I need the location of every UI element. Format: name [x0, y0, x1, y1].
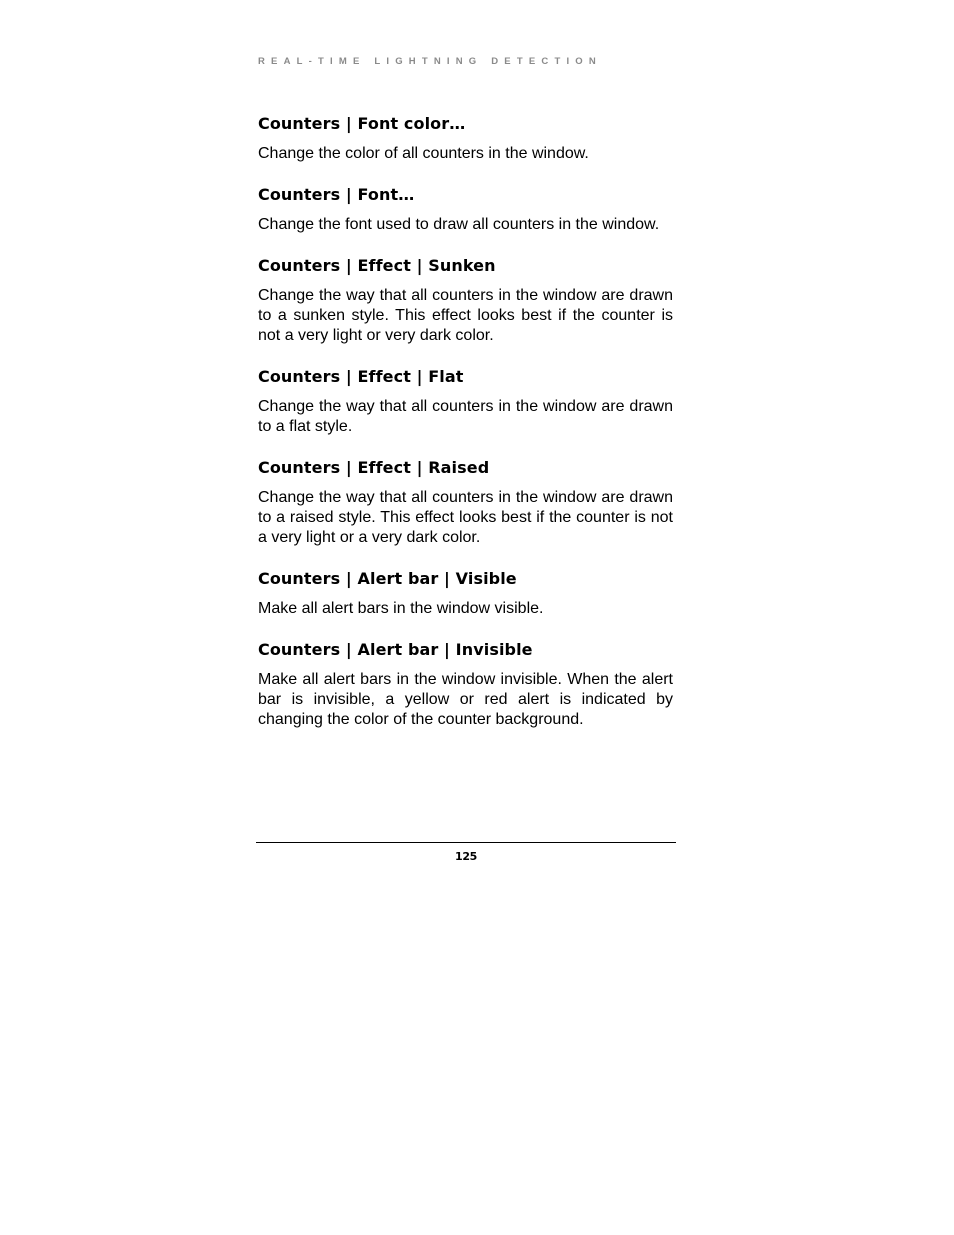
section-heading: Counters | Font… [258, 185, 415, 204]
section-text: Change the way that all counters in the window are drawn to a flat style. [258, 398, 673, 435]
section-text: Make all alert bars in the window invisible. When the alert bar is invisible, a yellow or red alert is indicated by changing the color of the counter background. [258, 671, 673, 728]
page-number: 125 [454, 850, 478, 863]
section-heading: Counters | Alert bar | Visible [258, 569, 517, 588]
section-heading: Counters | Effect | Flat [258, 367, 464, 386]
section-effect-sunken [258, 256, 673, 346]
section-text: Change the color of all counters in the window. [258, 145, 589, 162]
section-alert-bar-visible [258, 569, 673, 619]
section-heading: Counters | Effect | Raised [258, 458, 490, 477]
footer-divider [256, 842, 676, 843]
page-content [258, 114, 673, 751]
section-text: Make all alert bars in the window visible. [258, 600, 544, 617]
section-effect-flat [258, 367, 673, 437]
section-text: Change the way that all counters in the window are drawn to a sunken style. This effect looks best if the counter is not a very light or very dark color. [258, 287, 673, 344]
section-alert-bar-invisible [258, 640, 673, 730]
section-font [258, 185, 673, 235]
section-effect-raised [258, 458, 673, 548]
section-heading: Counters | Effect | Sunken [258, 256, 496, 275]
running-header: REAL-TIME LIGHTNING DETECTION [258, 56, 602, 67]
section-heading: Counters | Alert bar | Invisible [258, 640, 533, 659]
section-heading: Counters | Font color… [258, 114, 466, 133]
section-font-color [258, 114, 673, 164]
section-text: Change the font used to draw all counters in the window. [258, 216, 660, 233]
section-text: Change the way that all counters in the window are drawn to a raised style. This effect looks best if the counter is not a very light or a very dark color. [258, 489, 673, 546]
